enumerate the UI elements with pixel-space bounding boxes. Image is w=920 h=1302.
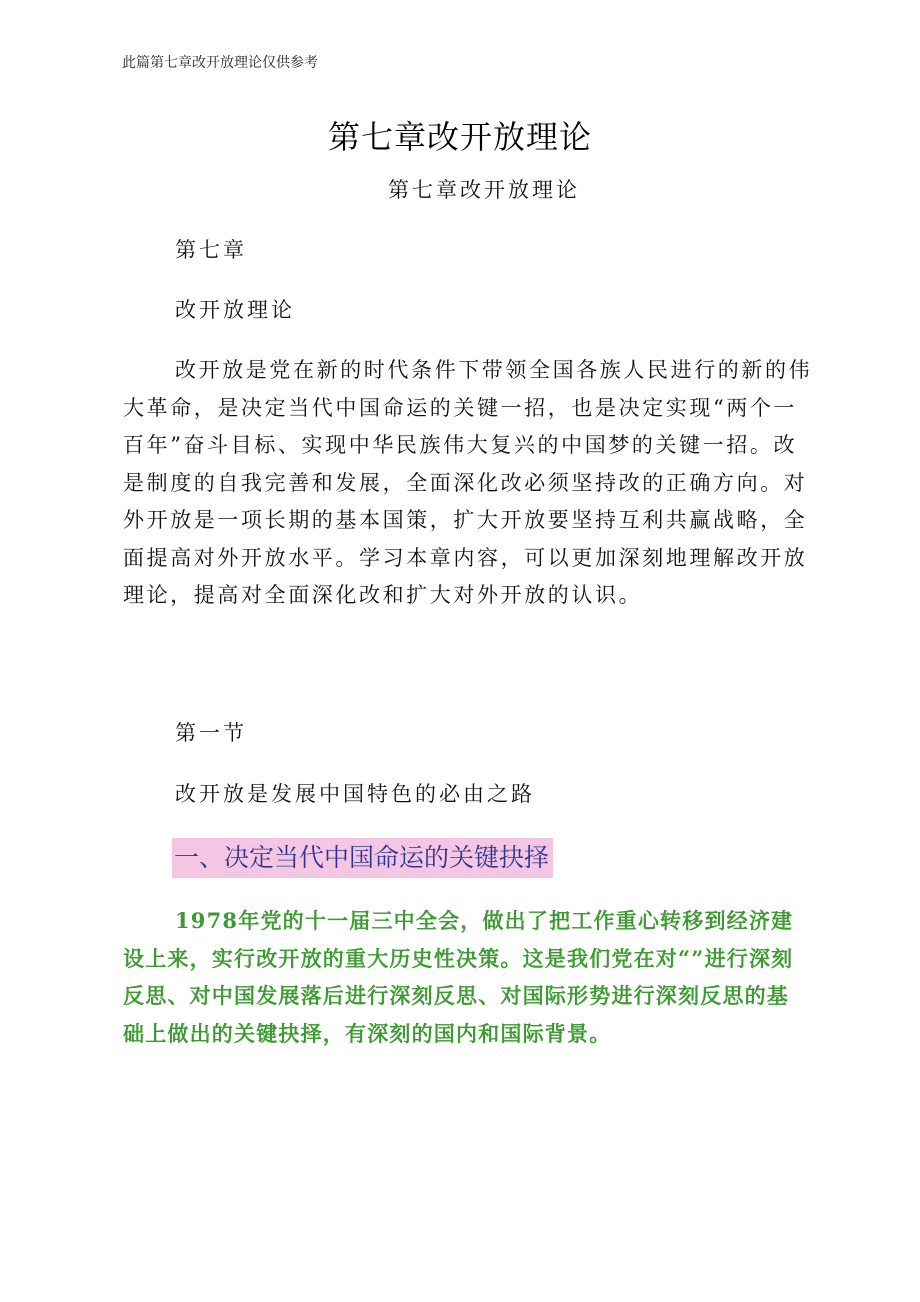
body-paragraph: 1978年党的十一届三中全会，做出了把工作重心转移到经济建设上来，实行改开放的重大历史性决策。这是我们党在对“”进行深刻反思、对中国发展落后进行深刻反思、对国际形势进行深刻反思的基础上做出的关键抉择，有深刻的国内和国际背景。	[123, 908, 794, 1046]
chapter-label: 第七章	[175, 238, 247, 262]
section-label: 第一节	[175, 721, 247, 745]
chapter-name: 改开放理论	[175, 298, 295, 322]
section-name: 改开放是发展中国特色的必由之路	[175, 782, 535, 806]
subsection-heading: 一、决定当代中国命运的关键抉择	[172, 838, 553, 878]
page-title: 第七章改开放理论	[327, 118, 592, 156]
header-note: 此篇第七章改开放理论仅供参考	[122, 55, 318, 71]
page-subtitle: 第七章改开放理论	[388, 178, 580, 202]
intro-paragraph: 改开放是党在新的时代条件下带领全国各族人民进行的新的伟大革命，是决定当代中国命运的关键一招，也是决定实现“两个一百年”奋斗目标、实现中华民族伟大复兴的中国梦的关键一招。改是制度的自我完善和发展，全面深化改必须坚持改的正确方向。对外开放是一项长期的基本国策，扩大开放要坚持互利共赢战略，全面提高对外开放水平。学习本章内容，可以更加深刻地理解改开放理论，提高对全面深化改和扩大对外开放的认识。	[123, 358, 813, 607]
